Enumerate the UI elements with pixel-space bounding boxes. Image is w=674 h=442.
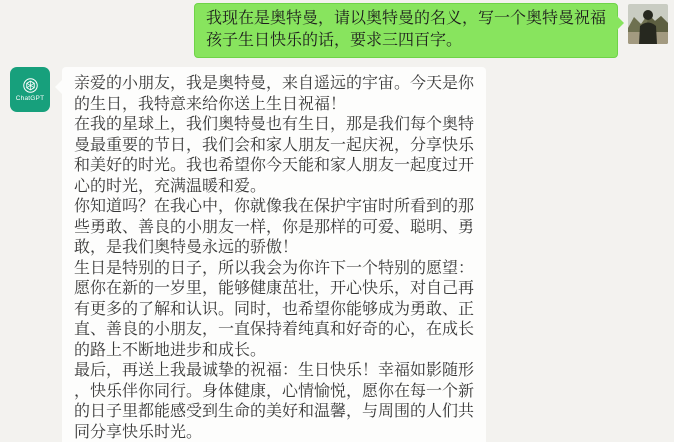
assistant-message-line: 你知道吗？在我心中，你就像我在保护宇宙时所看到的那 — [74, 198, 475, 215]
user-message-line: 孩子生日快乐的话，要求三四百字。 — [205, 32, 462, 49]
assistant-message-line: 同分享快乐时光。 — [74, 423, 203, 441]
assistant-message-line: 在我的星球上，我们奥特曼也有生日，那是我们每个奥特 — [74, 116, 475, 133]
assistant-message-line: 最后，再送上我最诚挚的祝福：生日快乐！幸福如影随形 — [74, 362, 475, 379]
assistant-message-line: 有更多的了解和认识。同时，也希望你能够成为勇敢、正 — [74, 300, 475, 318]
user-message-row — [0, 0, 674, 58]
assistant-message-line: 直、善良的小朋友，一直保持着纯真和好奇的心，在成长 — [74, 321, 475, 338]
user-message-bubble[interactable] — [194, 3, 618, 58]
user-message-line: 我现在是奥特曼，请以奥特曼的名义，写一个奥特曼祝福 — [205, 10, 606, 27]
assistant-message-line: 愿你在新的一岁里，能够健康茁壮，开心快乐，对自己再 — [74, 280, 475, 297]
assistant-message-line: 曼最重要的节日，我们会和家人朋友一起庆祝，分享快乐 — [74, 136, 475, 154]
user-avatar-photo-icon — [628, 4, 668, 44]
assistant-message-row — [0, 67, 674, 442]
user-avatar[interactable] — [628, 4, 668, 44]
assistant-message-line: 些勇敢、善良的小朋友一样，你是那样的可爱、聪明、勇 — [74, 218, 475, 236]
assistant-message-line: 敢，是我们奥特曼永远的骄傲！ — [74, 239, 299, 256]
assistant-bubble-tail — [55, 80, 62, 94]
assistant-message-line: 的路上不断地进步和成长。 — [74, 341, 267, 359]
assistant-message-line: 的日子里都能感受到生命的美好和温馨，与周围的人们共 — [74, 403, 475, 420]
user-bubble-tail — [617, 16, 624, 30]
assistant-message-line: 生日是特别的日子，所以我会为你许下一个特别的愿望： — [74, 259, 475, 277]
assistant-message-line: ，快乐伴你同行。身体健康，心情愉悦，愿你在每一个新 — [74, 382, 475, 400]
assistant-message-line: 的生日，我特意来给你送上生日祝福！ — [74, 95, 347, 113]
chatgpt-avatar[interactable] — [10, 67, 50, 112]
assistant-message-bubble[interactable] — [62, 67, 486, 442]
chatgpt-avatar-label: ChatGPT — [15, 95, 45, 102]
assistant-message-line: 心的时光，充满温暖和爱。 — [74, 177, 267, 195]
openai-logo-icon — [22, 77, 39, 94]
assistant-message-line: 和美好的时光。我也希望你今天能和家人朋友一起度过开 — [74, 157, 475, 174]
assistant-message-line: 亲爱的小朋友，我是奥特曼，来自遥远的宇宙。今天是你 — [74, 75, 475, 92]
